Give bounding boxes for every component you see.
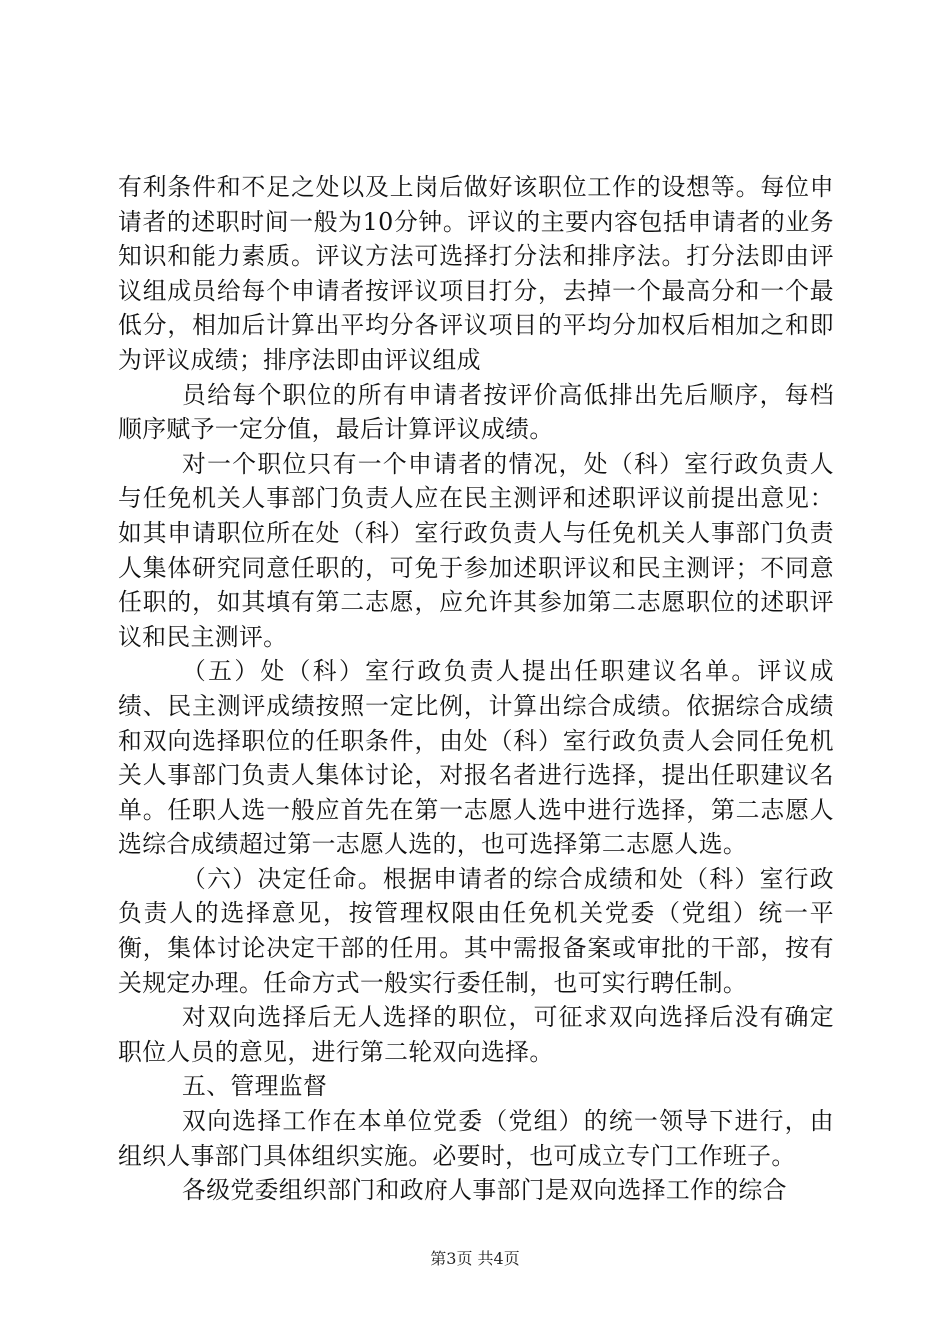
paragraph-8: 各级党委组织部门和政府人事部门是双向选择工作的综合 [182,1176,787,1205]
section-heading: 五、管理监督 [182,1072,328,1101]
paragraph-2: 员给每个职位的所有申请者按评价高低排出先后顺序，每档顺序赋予一定分值，最后计算评议成绩。 [118,380,834,444]
paragraph-1: 有利条件和不足之处以及上岗后做好该职位工作的设想等。每位申请者的述职时间一般为10分钟。评议的主要内容包括申请者的业务知识和能力素质。评议方法可选择打分法和排序法。打分法即由评议组成员给每个申请者按评议项目打分，去掉一个最高分和一个最低分，相加后计算出平均分各评议项目的平均分加权后相加之和即为评议成绩；排序法即由评议组成 [118,173,834,374]
paragraph-7: 双向选择工作在本单位党委（党组）的统一领导下进行，由组织人事部门具体组织实施。必要时，也可成立专门工作班子。 [118,1107,834,1170]
document-body [118,170,834,1208]
paragraph-6: 对双向选择后无人选择的职位，可征求双向选择后没有确定职位人员的意见，进行第二轮双向选择。 [118,1003,834,1066]
page-number-footer: 第3页 共4页 [430,1249,520,1268]
paragraph-5: （六）决定任命。根据申请者的综合成绩和处（科）室行政负责人的选择意见，按管理权限由任免机关党委（党组）统一平衡，集体讨论决定干部的任用。其中需报备案或审批的干部，按有关规定办理。任命方式一般实行委任制，也可实行聘任制。 [118,864,834,997]
paragraph-3: 对一个职位只有一个申请者的情况，处（科）室行政负责人与任免机关人事部门负责人应在民主测评和述职评议前提出意见：如其申请职位所在处（科）室行政负责人与任免机关人事部门负责人集体研究同意任职的，可免于参加述职评议和民主测评；不同意任职的，如其填有第二志愿，应允许其参加第二志愿职位的述职评议和民主测评。 [118,449,834,651]
paragraph-4: （五）处（科）室行政负责人提出任职建议名单。评议成绩、民主测评成绩按照一定比例，计算出综合成绩。依据综合成绩和双向选择职位的任职条件，由处（科）室行政负责人会同任免机关人事部门负责人集体讨论，对报名者进行选择，提出任职建议名单。任职人选一般应首先在第一志愿人选中进行选择，第二志愿人选综合成绩超过第一志愿人选的，也可选择第二志愿人选。 [118,657,834,859]
